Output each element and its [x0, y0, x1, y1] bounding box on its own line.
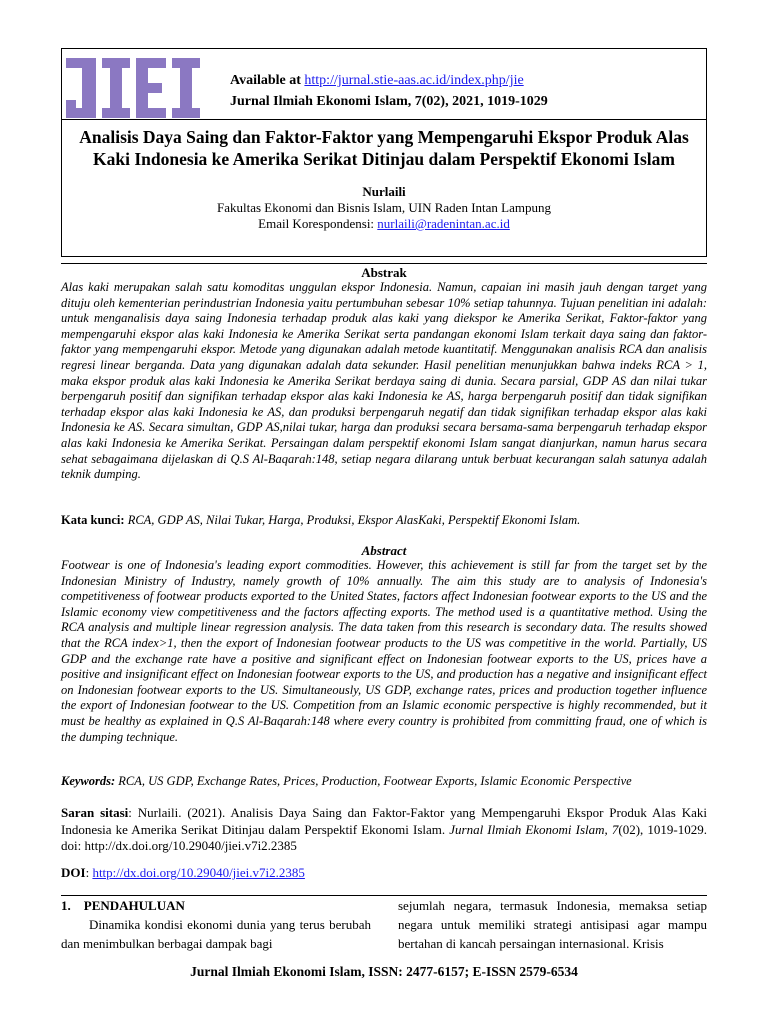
abstract-heading: Abstract — [361, 543, 407, 558]
article-title: Analisis Daya Saing dan Faktor-Faktor yang Mempengaruhi Ekspor Produk Alas Kaki Indonesia ke Amerika Serikat Ditinjau dalam Perspektif Ekonomi Islam — [79, 127, 689, 169]
body-right-text: sejumlah negara, termasuk Indonesia, memaksa setiap negara untuk memiliki strategi antisipasi agar mampu bertahan di kancah persaingan internasional. Krisis — [398, 898, 707, 951]
email-label: Email Korespondensi: — [258, 216, 378, 231]
page-footer: Jurnal Ilmiah Ekonomi Islam, ISSN: 2477-6157; E-ISSN 2579-6534 — [190, 964, 578, 979]
citation-label: Saran sitasi — [61, 805, 129, 820]
doi-link[interactable]: http://dx.doi.org/10.29040/jiei.v7i2.2385 — [92, 865, 305, 880]
title-box — [61, 120, 707, 257]
doi-line — [61, 865, 707, 881]
section-number: 1. — [61, 898, 71, 913]
keywords-text: RCA, US GDP, Exchange Rates, Prices, Production, Footwear Exports, Islamic Economic Perspective — [118, 774, 632, 788]
journal-citation-line: Jurnal Ilmiah Ekonomi Islam, 7(02), 2021, 1019-1029 — [230, 94, 548, 109]
journal-logo — [62, 56, 204, 120]
available-label: Available at — [230, 73, 305, 88]
kata-kunci-text: RCA, GDP AS, Nilai Tukar, Harga, Produksi, Ekspor AlasKaki, Perspektif Ekonomi Islam. — [127, 513, 581, 527]
body-left-text: Dinamika kondisi ekonomi dunia yang terus berubah dan menimbulkan berbagai dampak bagi — [61, 917, 371, 951]
keywords-label: Keywords: — [61, 774, 119, 788]
citation-doi-text: (02), 1019-1029. doi: http://dx.doi.org/10.29040/jiei.v7i2.2385 — [61, 821, 707, 853]
jiei-logo-icon — [62, 56, 204, 120]
author-email-line — [62, 216, 706, 232]
section-heading — [61, 896, 371, 915]
section-title: PENDAHULUAN — [83, 898, 185, 913]
available-line — [230, 70, 548, 91]
kata-kunci — [61, 512, 707, 528]
citation-journal: Jurnal Ilmiah Ekonomi Islam, 7 — [449, 821, 619, 837]
kata-kunci-label: Kata kunci: — [61, 513, 128, 527]
doi-separator: : — [85, 865, 93, 880]
header-info — [230, 70, 548, 112]
doi-label: DOI — [61, 865, 86, 880]
abstrak-heading: Abstrak — [361, 265, 407, 280]
keywords — [61, 773, 707, 789]
body-left-column — [61, 896, 371, 953]
suggested-citation — [61, 805, 707, 855]
citation-text: : Nurlaili. (2021). Analisis Daya Saing dan Faktor-Faktor yang Mempengaruhi Ekspor Produk Alas Kaki Indonesia ke Amerika Serikat Ditinjau dalam Perspektif Ekonomi Islam. — [61, 805, 707, 837]
abstract-top-rule — [61, 263, 707, 264]
abstrak-body: Alas kaki merupakan salah satu komoditas unggulan ekspor Indonesia. Namun, capaian ini masih jauh dengan target yang dituju oleh kementerian perindustrian Indonesia yaitu pertumbuhan sebesar 10% setiap tahunnya. Tujuan penelitian ini adalah: untuk menganalisis daya saing Indonesia terhadap produk alas kaki yang diekspor ke Amerika Serikat, Faktor-faktor yang mempengaruhi ekspor alas kaki Indonesia ke Amerika Serikat serta pandangan ekonomi Islam terkait daya saing dan faktor-faktor yang mempengaruhi ekspor. Metode yang digunakan adalah metode kuantitatif. Menggunakan analisis RCA dan analisis regresi linear berganda. Data yang digunakan adalah data sekunder. Hasil penelitian menunjukkan bahwa indeks RCA > 1, maka ekspor produk alas kaki Indonesia ke Amerika Serikat berdaya saing di dunia. Secara parsial, GDP AS dan nilai tukar berpengaruh positif dan signifikan terhadap ekspor alas kaki Indonesia ke AS, harga berpengaruh positif dan tidak signifikan terhadap ekspor alas kaki Indonesia ke AS, dan produksi berpengaruh negatif dan tidak signifikan terhadap ekspor alas kaki Indonesia ke AS. Secara simultan, GDP AS,nilai tukar, harga dan produksi secara bersama-sama berpengaruh terhadap ekspor alas kaki Indonesia ke Amerika Serikat. Persaingan dalam perspektif ekonomi Islam sangat dianjurkan, namun harus secara sehat sebagaimana dijelaskan di Q.S Al-Baqarah:148, setiap negara dilarang untuk berbuat kecurangan salah satunya adalah teknik dumping. — [61, 280, 707, 482]
author-name: Nurlaili — [362, 184, 406, 199]
author-affiliation: Fakultas Ekonomi dan Bisnis Islam, UIN Raden Intan Lampung — [217, 200, 551, 215]
journal-url-link[interactable]: http://jurnal.stie-aas.ac.id/index.php/jie — [304, 73, 524, 88]
author-email-link[interactable]: nurlaili@radenintan.ac.id — [377, 216, 510, 231]
abstract-body: Footwear is one of Indonesia's leading export commodities. However, this achievement is still far from the target set by the Indonesian Ministry of Industry, namely growth of 10% annually. The aim this study are to analysis of Indonesia's competitiveness of footwear products exported to the United States, factors affect Indonesian footwear exports to the US and the Islamic economy view competitiveness and the factors affecting exports. The method used is a quantitative method. Using the RCA analysis and multiple linear regression analysis. The data taken from this research is secondary data. The results showed that the RCA index>1, then the export of Indonesian footwear products to the US was competitive in the world. Partially, US GDP and the exchange rate have a positive and significant effect on Indonesian footwear exports to the US, prices have a positive and insignificant effect on Indonesian footwear exports to the US, and production has a negative and insignificant effect on Indonesian footwear exports to the US. Simultaneously, US GDP, exchange rates, prices and production together influence the export of Indonesian footwear to the US. Competition from an Islamic economic perspective is highly recommended, but it must be healthy as explained in Q.S Al-Baqarah:148 where every country is prohibited from committing fraud, one of which is the dumping technique. — [61, 558, 707, 744]
